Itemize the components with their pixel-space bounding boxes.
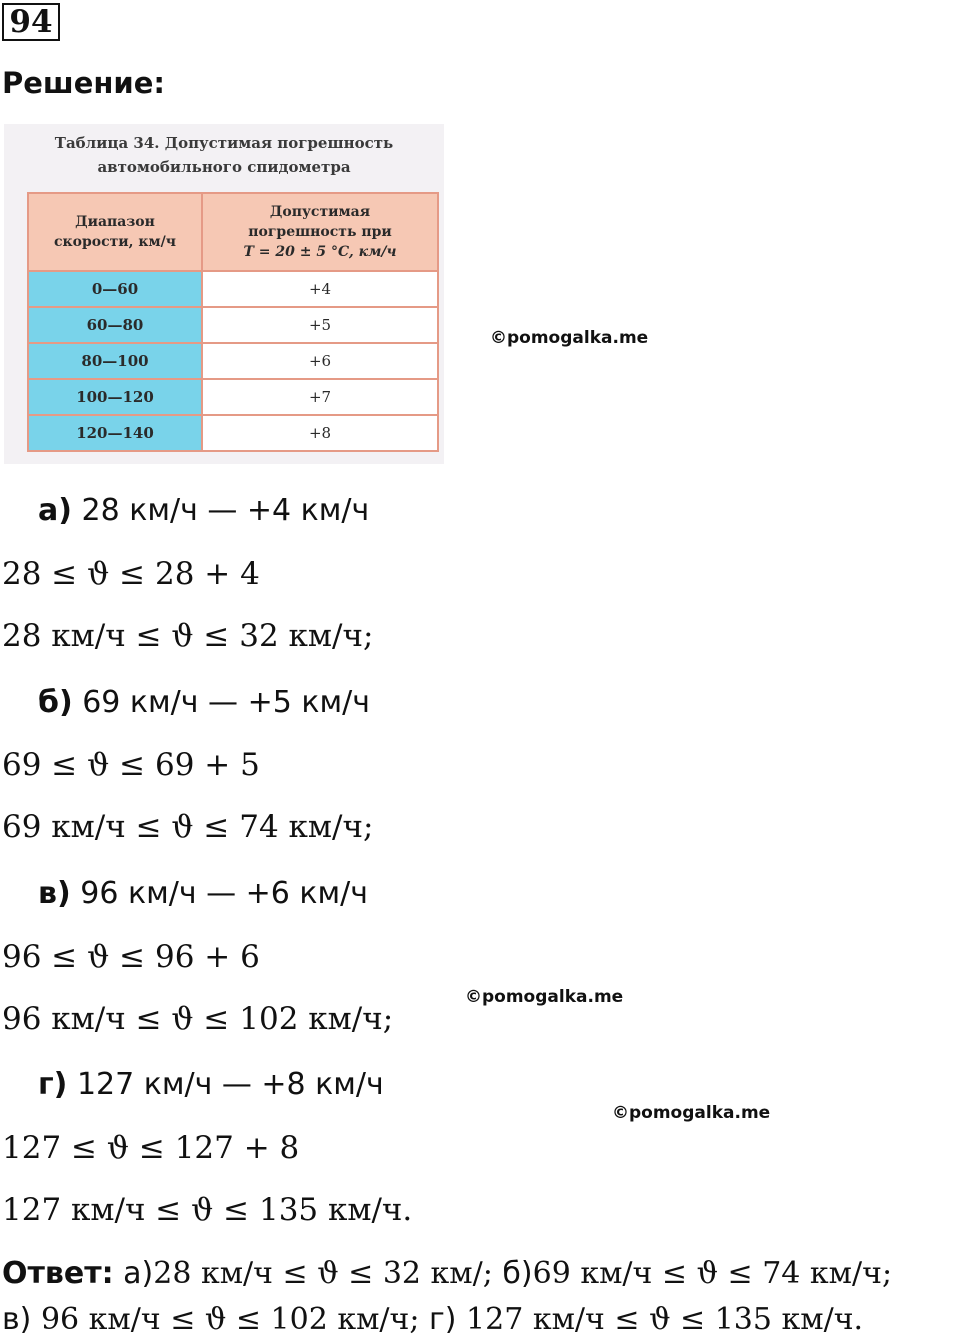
part-v-label [38,876,368,911]
part-g-inequality-1: 127 ≤ ϑ ≤ 127 + 8 [2,1130,300,1166]
header-speed-range [28,193,202,271]
part-g-label [38,1067,384,1102]
range-cell: 80—100 [28,343,202,379]
part-letter: г) [38,1067,68,1102]
answer-g-letter: г) [429,1302,457,1337]
answer-v: 96 км/ч ≤ ϑ ≤ 102 км/ч; [40,1302,420,1337]
solution-heading: Решение: [2,66,166,100]
header-col2-line1: Допустимая [269,204,371,220]
answer-line-2 [2,1302,863,1337]
answer-label: Ответ: [2,1256,114,1291]
answer-a: 28 км/ч ≤ ϑ ≤ 32 км/; [153,1256,493,1291]
table-caption-line1: Таблица 34. Допустимая погрешность [54,134,394,152]
answer-b: 69 км/ч ≤ ϑ ≤ 74 км/ч; [532,1256,893,1291]
watermark: ©pomogalka.me [490,328,649,348]
part-b-label [38,685,370,720]
answer-line-1 [2,1256,892,1291]
table-row [28,307,438,343]
range-cell: 0—60 [28,271,202,307]
table-row [28,379,438,415]
answer-a-letter: а) [123,1256,154,1291]
header-col1-line1: Диапазон [75,214,155,230]
error-cell: +8 [202,415,438,451]
part-a-inequality-1: 28 ≤ ϑ ≤ 28 + 4 [2,556,260,592]
error-cell: +7 [202,379,438,415]
part-letter: в) [38,876,71,911]
answer-b-letter: б) [502,1256,533,1291]
error-cell: +4 [202,271,438,307]
part-text: 96 км/ч — +6 км/ч [80,876,368,911]
error-cell: +5 [202,307,438,343]
table-row [28,271,438,307]
part-b-inequality-1: 69 ≤ ϑ ≤ 69 + 5 [2,747,260,783]
watermark: ©pomogalka.me [612,1103,771,1123]
range-cell: 60—80 [28,307,202,343]
answer-v-letter: в) [2,1302,32,1337]
range-cell: 100—120 [28,379,202,415]
part-letter: а) [38,493,72,528]
part-b-inequality-2: 69 км/ч ≤ ϑ ≤ 74 км/ч; [2,809,374,845]
header-col2-line3: T = 20 ± 5 °C, км/ч [243,244,397,260]
watermark: ©pomogalka.me [465,987,624,1007]
part-a-label [38,493,369,528]
part-v-inequality-1: 96 ≤ ϑ ≤ 96 + 6 [2,939,260,975]
table-caption-line2: автомобильного спидометра [97,158,351,176]
part-text: 69 км/ч — +5 км/ч [82,685,370,720]
part-v-inequality-2: 96 км/ч ≤ ϑ ≤ 102 км/ч; [2,1001,394,1037]
error-cell: +6 [202,343,438,379]
header-col2-line2: погрешность при [248,224,392,240]
part-text: 28 км/ч — +4 км/ч [81,493,370,528]
part-a-inequality-2: 28 км/ч ≤ ϑ ≤ 32 км/ч; [2,618,374,654]
speedometer-table-image [4,124,444,464]
range-cell: 120—140 [28,415,202,451]
table-row [28,343,438,379]
part-g-inequality-2: 127 км/ч ≤ ϑ ≤ 135 км/ч. [2,1192,413,1228]
speedometer-table [27,192,439,452]
header-allowed-error [202,193,438,271]
problem-number: 94 [2,3,60,41]
header-col1-line2: скорости, км/ч [53,234,177,250]
table-row [28,415,438,451]
answer-g: 127 км/ч ≤ ϑ ≤ 135 км/ч. [466,1302,864,1337]
part-text: 127 км/ч — +8 км/ч [76,1067,384,1102]
part-letter: б) [38,685,73,720]
